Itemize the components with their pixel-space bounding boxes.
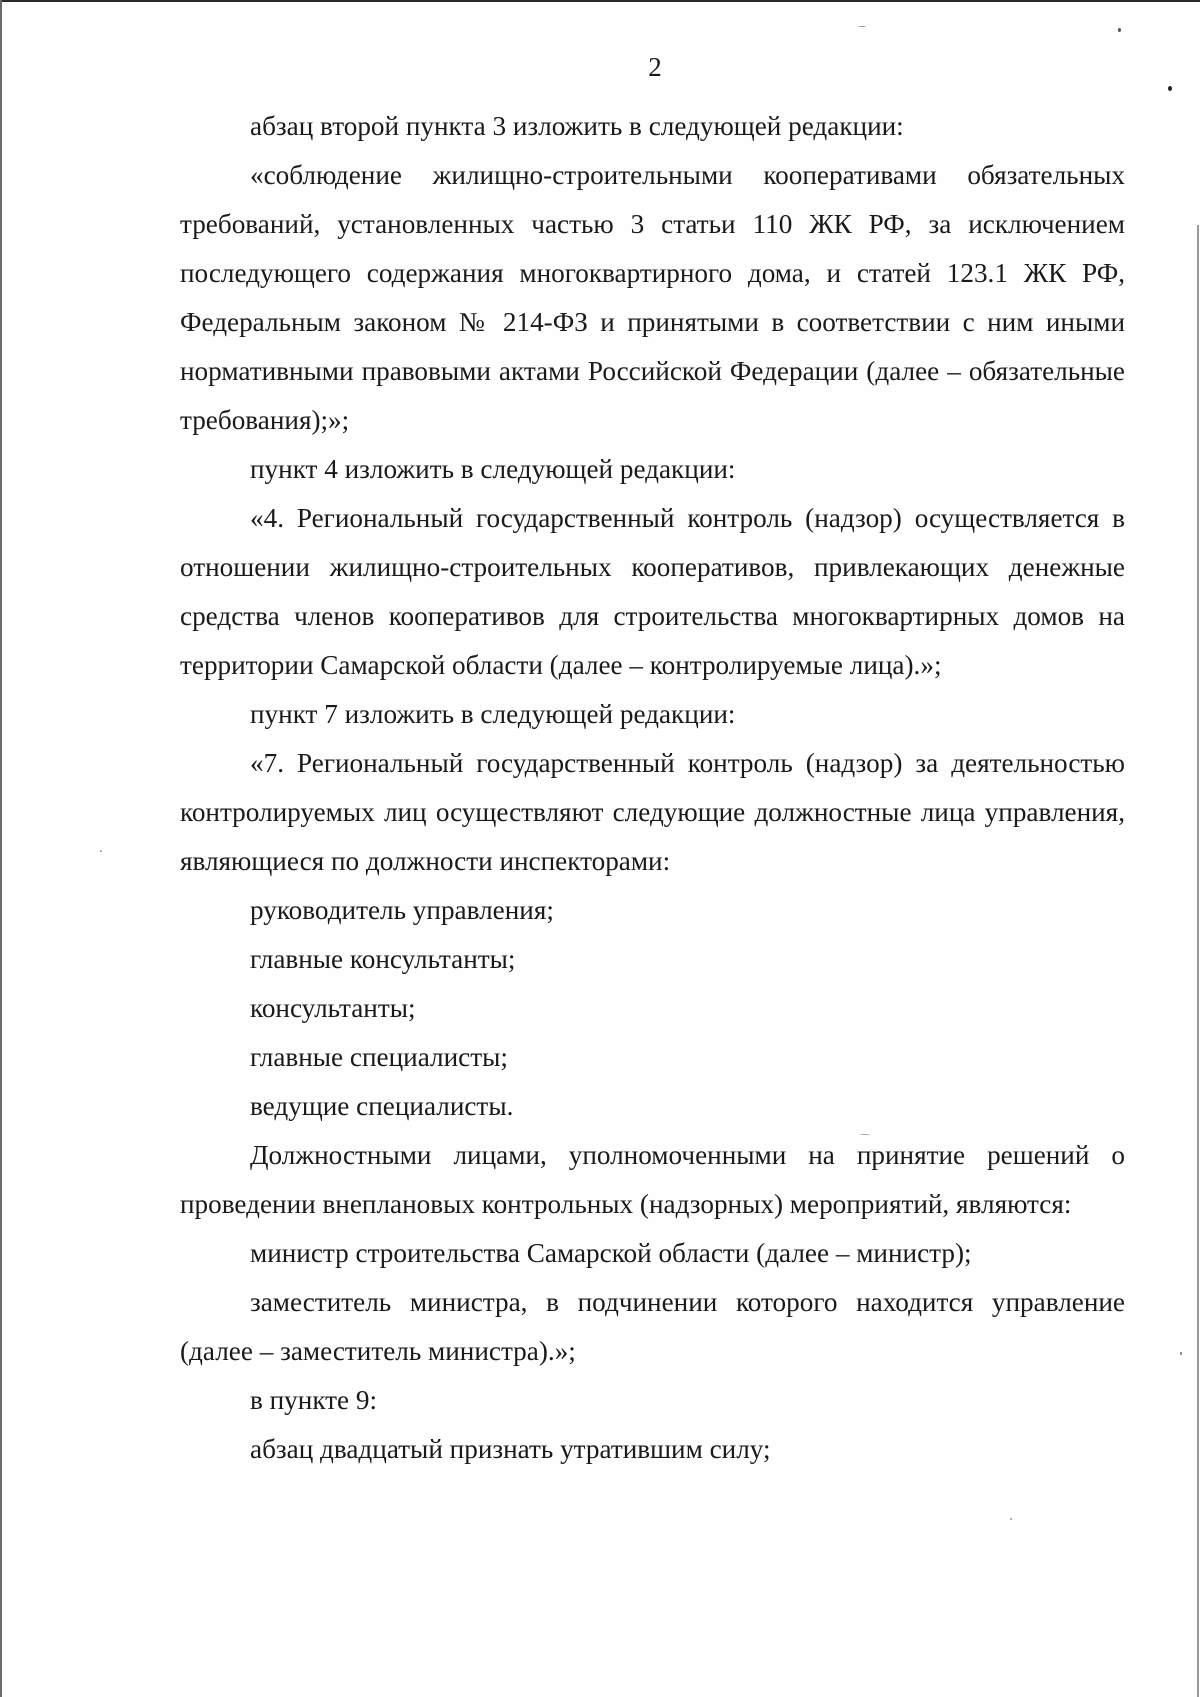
scan-edge-right [1197,225,1199,1697]
scan-speck [858,26,866,27]
list-item: консультанты; [250,993,416,1023]
list-item: руководитель управления; [250,895,554,925]
scan-speck [860,1134,870,1135]
paragraph: заместитель министра, в подчинении которого находится управление (далее – заместитель министра).»; [180,1287,1125,1366]
paragraph: «соблюдение жилищно-строительными кооперативами обязательных требований, установленных частью 3 статьи 110 ЖК РФ, за исключением последующего содержания многоквартирного дома, и статей 123.1 ЖК РФ, Федеральным законом № 214-ФЗ и принятыми в соответствии с ним иными нормативными правовыми актами Российской Федерации (далее – обязательные требования);»; [180,160,1125,435]
document-body [180,102,1125,1474]
scan-edge-left [0,0,2,1697]
scan-speck [1118,28,1121,32]
paragraph: в пункте 9: [250,1385,378,1415]
page-number: 2 [648,52,662,82]
paragraph: абзац второй пункта 3 изложить в следующей редакции: [250,111,904,141]
paragraph: «7. Региональный государственный контроль (надзор) за деятельностью контролируемых лиц осуществляют следующие должностные лица управления, являющиеся по должности инспекторами: [180,748,1125,876]
list-item: главные консультанты; [250,944,516,974]
scan-speck [100,850,102,852]
paragraph: министр строительства Самарской области (далее – министр); [250,1238,972,1268]
paragraph: «4. Региональный государственный контроль (надзор) осуществляется в отношении жилищно-строительных кооперативов, привлекающих денежные средства членов кооперативов для строительства многоквартирных домов на территории Самарской области (далее – контролируемые лица).»; [180,503,1125,680]
paragraph: абзац двадцатый признать утратившим силу; [250,1434,771,1464]
paragraph: Должностными лицами, уполномоченными на принятие решений о проведении внеплановых контрольных (надзорных) мероприятий, являются: [180,1140,1125,1219]
scan-speck [1168,86,1172,91]
scan-speck [1180,1352,1182,1355]
scan-speck [1010,1518,1012,1520]
scan-edge-top [0,0,1200,2]
paragraph: пункт 4 изложить в следующей редакции: [250,454,736,484]
paragraph: пункт 7 изложить в следующей редакции: [250,699,736,729]
list-item: ведущие специалисты. [250,1091,514,1121]
list-item: главные специалисты; [250,1042,508,1072]
